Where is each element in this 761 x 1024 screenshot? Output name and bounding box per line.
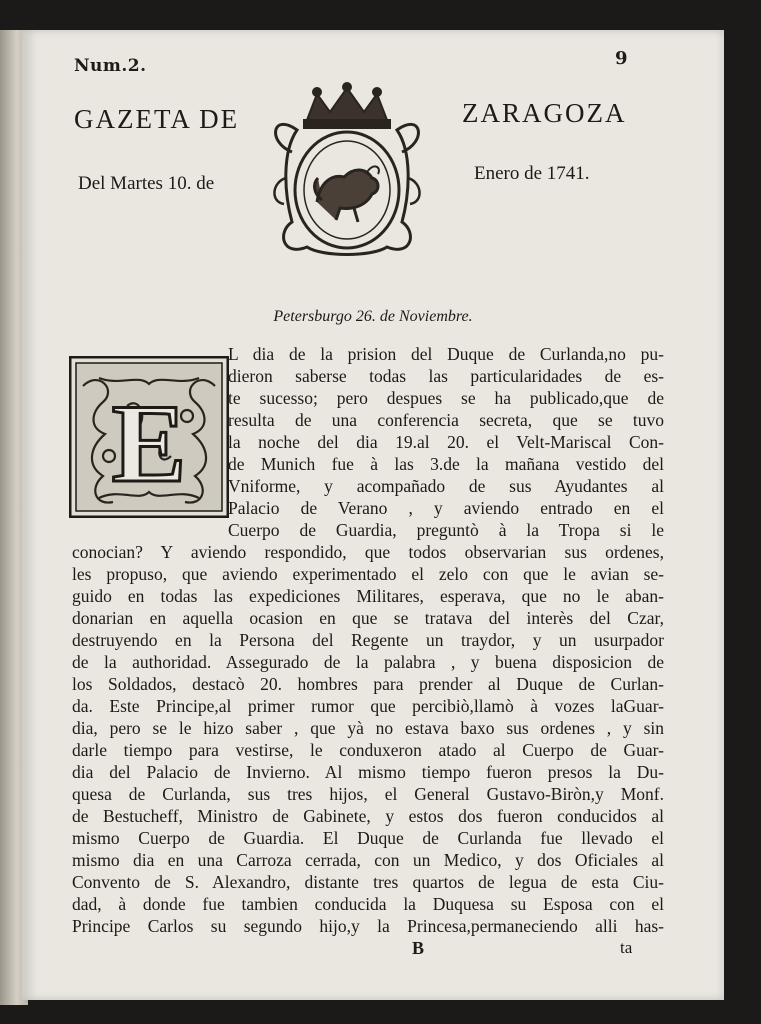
text-line: Principe Carlos su segundo hijo,y la Princesa,permaneciendo alli has- [72,916,664,936]
masthead-title-left: GAZETA DE [74,104,240,134]
text-line: donarian en aquella ocasion en que se tratava del interès del Czar, [72,608,664,628]
issue-number: Num.2. [74,56,147,76]
text-line: guido en todas las expediciones Militares, esperava, que no le aban- [72,586,664,606]
text-line: dia, pero se le hizo saber , que yà no estava baxo sus ordenes , y sin [72,718,664,738]
text-line: conocian? Y aviendo respondido, que todos observarian sus ordenes, [72,542,664,562]
text-line: L dia de la prision del Duque de Curlanda,no pu- [228,344,664,364]
newspaper-page [22,30,724,1000]
text-line: dieron saberse todas las particularidades de es- [228,366,664,386]
initial-letter-glyph: E [111,382,187,506]
text-line: Vniforme, y acompañado de sus Ayudantes al [228,476,664,496]
text-line: da. Este Principe,al primer rumor que percibiò,llamò à vozes laGuar- [72,696,664,716]
text-line: resulta de una conferencia secreta, que se tuvo [228,410,664,430]
text-line: dad, à donde fue tambien conducida la Duquesa su Esposa con el [72,894,664,914]
text-line: quesa de Curlanda, sus tres hijos, el General Gustavo-Biròn,y Monf. [72,784,664,804]
text-line: mismo Cuerpo de Guardia. El Duque de Curlanda fue llevado el [72,828,664,848]
text-line: de Munich fue à las 3.de la mañana vestido del [228,454,664,474]
text-line: destruyendo en la Persona del Regente un traydor, y un usurpador [72,630,664,650]
text-line: la noche del dia 19.al 20. el Velt-Mariscal Con- [228,432,664,452]
page-number: 9 [615,48,628,69]
text-line: Cuerpo de Guardia, preguntò à la Tropa si le [228,520,664,540]
text-line: de Bestucheff, Ministro de Gabinete, y estos dos fueron conducidos al [72,806,664,826]
text-line: mismo dia en una Carroza cerrada, con un Medico, y dos Oficiales al [72,850,664,870]
text-line: dia del Palacio de Invierno. Al mismo tiempo fueron presos la Du- [72,762,664,782]
text-line: te sucesso; pero despues se ha publicado,que de [228,388,664,408]
text-line: Convento de S. Alexandro, distante tres quartos de legua de esta Ciu- [72,872,664,892]
text-line: Palacio de Verano , y aviendo entrado en el [228,498,664,518]
text-line: les propuso, que aviendo experimentado el zelo con que le avian se- [72,564,664,584]
coat-of-arms-icon [262,82,432,262]
issue-date-right: Enero de 1741. [474,163,590,184]
text-line: darle tiempo para vestirse, le conduxeron atado al Cuerpo de Guar- [72,740,664,760]
issue-date-left: Del Martes 10. de [78,173,215,194]
text-line: los Soldados, destacò 20. hombres para prender al Duque de Curlan- [72,674,664,694]
masthead-title-right: ZARAGOZA [462,98,627,128]
article-dateline: Petersburgo 26. de Noviembre. [273,308,473,325]
signature-mark: B [412,938,425,958]
decorated-initial-letter [69,356,229,518]
catchword: ta [620,938,633,957]
text-line: de la authoridad. Assegurado de la palabra , y buena disposicion de [72,652,664,672]
